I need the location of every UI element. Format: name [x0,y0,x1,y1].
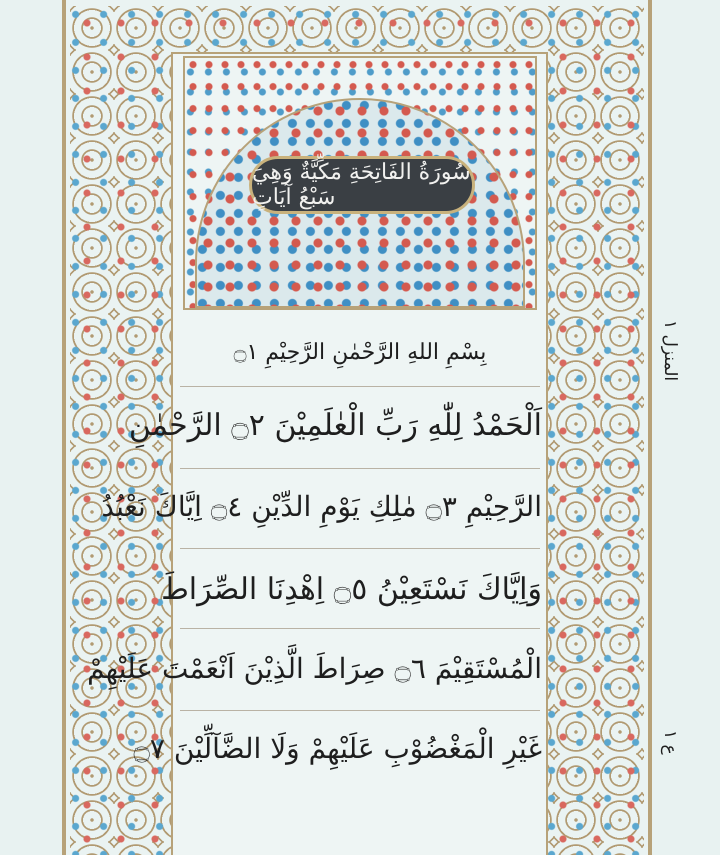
verse-line-4: الْمُسْتَقِيْمَ ۝٦ صِرَاطَ الَّذِيْنَ اَنْعَمْتَ عَلَيْهِمْ [87,652,542,685]
manzil-marker: المنزل ١ [660,320,680,382]
juz-marker: ع ١ [660,730,680,755]
surah-title: سُورَةُ الفَاتِحَةِ مَكِّيَّةٌ وَهِيَ سَبْعُ آيَاتٍ [249,156,475,214]
bismillah: بِسْمِ اللهِ الرَّحْمٰنِ الرَّحِيْمِ ۝١ [233,340,487,365]
rule-line [180,628,540,629]
verse-line-3: وَاِيَّاكَ نَسْتَعِيْنُ ۝٥ اِهْدِنَا الصِّرَاطَ [161,572,542,607]
surah-header-panel [183,56,537,310]
rule-line [180,710,540,711]
rule-line [180,468,540,469]
verse-line-2: الرَّحِيْمِ ۝٣ مٰلِكِ يَوْمِ الدِّيْنِ ۝٤ اِيَّاكَ نَعْبُدُ [101,490,542,523]
verse-line-5: غَيْرِ الْمَغْضُوْبِ عَلَيْهِمْ وَلَا الضَّآلِّيْنَ ۝٧ [133,732,542,765]
verse-line-1: اَلْحَمْدُ لِلّٰهِ رَبِّ الْعٰلَمِيْنَ ۝٢ الرَّحْمٰنِ [128,408,542,443]
rule-line [180,386,540,387]
rule-line [180,548,540,549]
